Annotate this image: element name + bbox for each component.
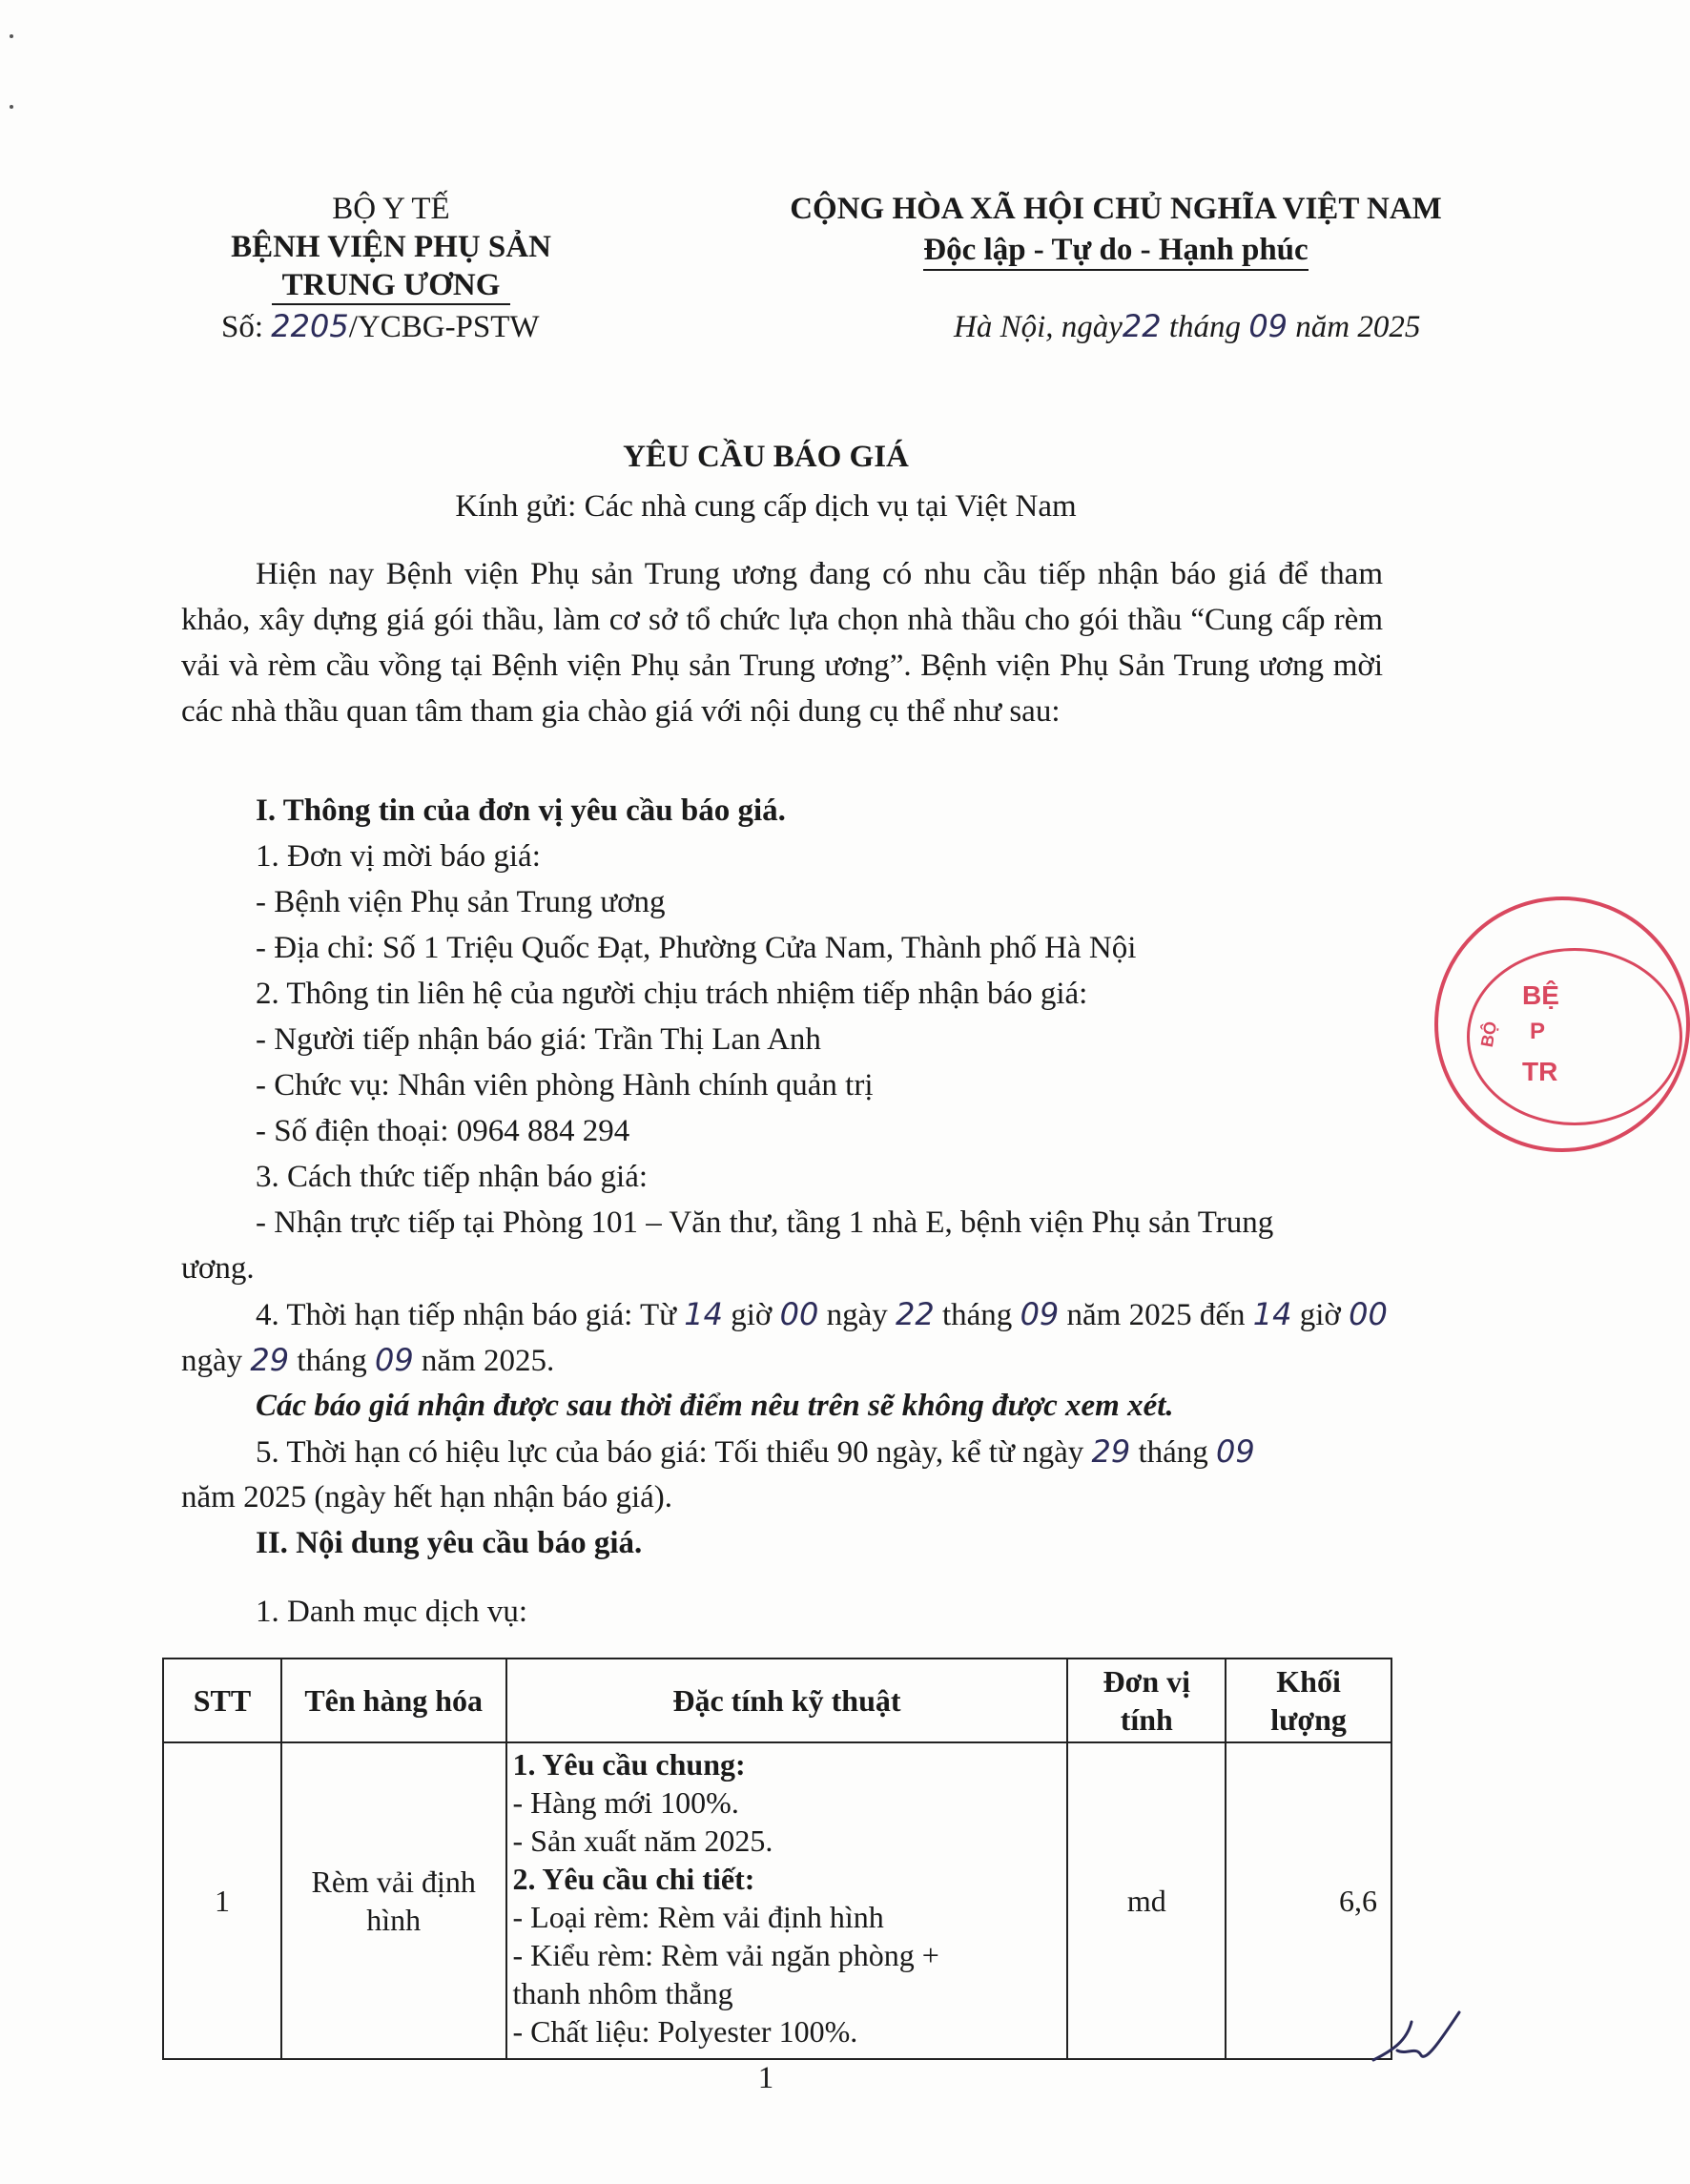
hand-minute-start: 00 bbox=[779, 1296, 819, 1332]
organization-address: - Địa chỉ: Số 1 Triệu Quốc Đạt, Phường Cửa Nam, Thành phố Hà Nội bbox=[256, 931, 1137, 965]
section1-item1: 1. Đơn vị mời báo giá: bbox=[256, 839, 541, 874]
cell-unit: md bbox=[1067, 1742, 1226, 2059]
document-number-handwritten: 2205 bbox=[271, 308, 349, 344]
document-title: YÊU CẦU BÁO GIÁ bbox=[623, 440, 909, 474]
cell-name: Rèm vải định hình bbox=[281, 1742, 506, 2059]
document-number: Số: 2205/YCBG-PSTW bbox=[221, 308, 540, 344]
date-month-handwritten: 09 bbox=[1248, 308, 1288, 344]
cell-stt: 1 bbox=[163, 1742, 281, 2059]
col-header-spec: Đặc tính kỹ thuật bbox=[506, 1659, 1068, 1742]
section1-heading: I. Thông tin của đơn vị yêu cầu báo giá. bbox=[256, 793, 786, 828]
col-header-qty: Khối lượng bbox=[1226, 1659, 1391, 1742]
section1-item4-line1: 4. Thời hạn tiếp nhận báo giá: Từ 14 giờ 00 ngày 22 tháng 09 năm 2025 đến 14 giờ 00 bbox=[256, 1296, 1388, 1332]
service-list-table bbox=[162, 1658, 1392, 2060]
scan-speck bbox=[10, 34, 13, 38]
cell-spec: 1. Yêu cầu chung: - Hàng mới 100%. - Sản xuất năm 2025. 2. Yêu cầu chi tiết: - Loại rèm: Rèm vải định hình - Kiểu rèm: Rèm vải ngăn phòng + thanh nhôm thẳng - Chất liệu: Polyester 100%. bbox=[506, 1742, 1068, 2059]
hand-hour-end: 14 bbox=[1252, 1296, 1292, 1332]
section1-item5-line1: 5. Thời hạn có hiệu lực của báo giá: Tối thiểu 90 ngày, kể từ ngày 29 tháng 09 bbox=[256, 1433, 1255, 1470]
official-seal-partial bbox=[1431, 896, 1559, 1164]
hand-hour-start: 14 bbox=[684, 1296, 724, 1332]
inviting-organization: - Bệnh viện Phụ sản Trung ương bbox=[256, 885, 666, 919]
table-row bbox=[163, 1742, 1391, 2059]
col-header-stt: STT bbox=[163, 1659, 281, 1742]
receiving-method-line1: - Nhận trực tiếp tại Phòng 101 – Văn thư, tầng 1 nhà E, bệnh viện Phụ sản Trung bbox=[256, 1205, 1274, 1240]
national-motto: Độc lập - Tự do - Hạnh phúc bbox=[923, 233, 1308, 271]
receiver-name: - Người tiếp nhận báo giá: Trần Thị Lan Anh bbox=[256, 1022, 821, 1057]
section2-heading: II. Nội dung yêu cầu báo giá. bbox=[256, 1526, 643, 1560]
col-header-unit: Đơn vị tính bbox=[1067, 1659, 1226, 1742]
date-day-handwritten: 22 bbox=[1122, 308, 1162, 344]
motto-wrap bbox=[744, 232, 1488, 270]
section1-item5-line2: năm 2025 (ngày hết hạn nhận báo giá). bbox=[181, 1480, 673, 1514]
section1-item4-line2: ngày 29 tháng 09 năm 2025. bbox=[181, 1342, 555, 1378]
hospital-name-line1: BỆNH VIỆN PHỤ SẢN bbox=[231, 230, 551, 264]
cell-qty: 6,6 bbox=[1226, 1742, 1391, 2059]
section1-item3: 3. Cách thức tiếp nhận báo giá: bbox=[256, 1160, 649, 1194]
initials-signature-icon bbox=[1354, 2003, 1469, 2079]
hospital-name-line2: TRUNG ƯƠNG bbox=[281, 268, 501, 302]
page-number: 1 bbox=[757, 2061, 774, 2095]
place-date: Hà Nội, ngày22 tháng 09 năm 2025 bbox=[954, 308, 1421, 344]
receiver-phone: - Số điện thoại: 0964 884 294 bbox=[256, 1114, 630, 1148]
section2-item1: 1. Danh mục dịch vụ: bbox=[256, 1595, 528, 1629]
hand-validity-month: 09 bbox=[1216, 1433, 1255, 1470]
scan-speck bbox=[10, 105, 13, 109]
table-header-row bbox=[163, 1659, 1391, 1742]
intro-paragraph: Hiện nay Bệnh viện Phụ sản Trung ương đang có nhu cầu tiếp nhận báo giá để tham khảo, xây dựng giá gói thầu, làm cơ sở tổ chức lựa chọn nhà thầu cho gói thầu “Cung cấp rèm vải và rèm cầu vồng tại Bệnh viện Phụ sản Trung ương”. Bệnh viện Phụ Sản Trung ương mời các nhà thầu quan tâm tham gia chào giá với nội dung cụ thể như sau: bbox=[181, 557, 1383, 729]
hand-validity-day: 29 bbox=[1091, 1433, 1131, 1470]
ministry-name: BỘ Y TẾ bbox=[332, 192, 450, 226]
hand-month-start: 09 bbox=[1020, 1296, 1060, 1332]
hand-day-end: 29 bbox=[250, 1342, 290, 1378]
recipient-line: Kính gửi: Các nhà cung cấp dịch vụ tại Việt Nam bbox=[455, 489, 1077, 524]
col-header-name: Tên hàng hóa bbox=[281, 1659, 506, 1742]
seal-icon: BỆ P TR BỘ bbox=[1434, 896, 1690, 1152]
hand-day-start: 22 bbox=[896, 1296, 935, 1332]
hand-minute-end: 00 bbox=[1349, 1296, 1388, 1332]
receiving-method-line2: ương. bbox=[181, 1251, 255, 1286]
late-quote-warning: Các báo giá nhận được sau thời điểm nêu trên sẽ không được xem xét. bbox=[256, 1389, 1174, 1423]
hand-month-end: 09 bbox=[374, 1342, 414, 1378]
receiver-position: - Chức vụ: Nhân viên phòng Hành chính quản trị bbox=[256, 1068, 874, 1102]
section1-item2: 2. Thông tin liên hệ của người chịu trách nhiệm tiếp nhận báo giá: bbox=[256, 977, 1088, 1011]
hospital-underline bbox=[272, 301, 510, 305]
country-name: CỘNG HÒA XÃ HỘI CHỦ NGHĨA VIỆT NAM bbox=[790, 192, 1442, 226]
